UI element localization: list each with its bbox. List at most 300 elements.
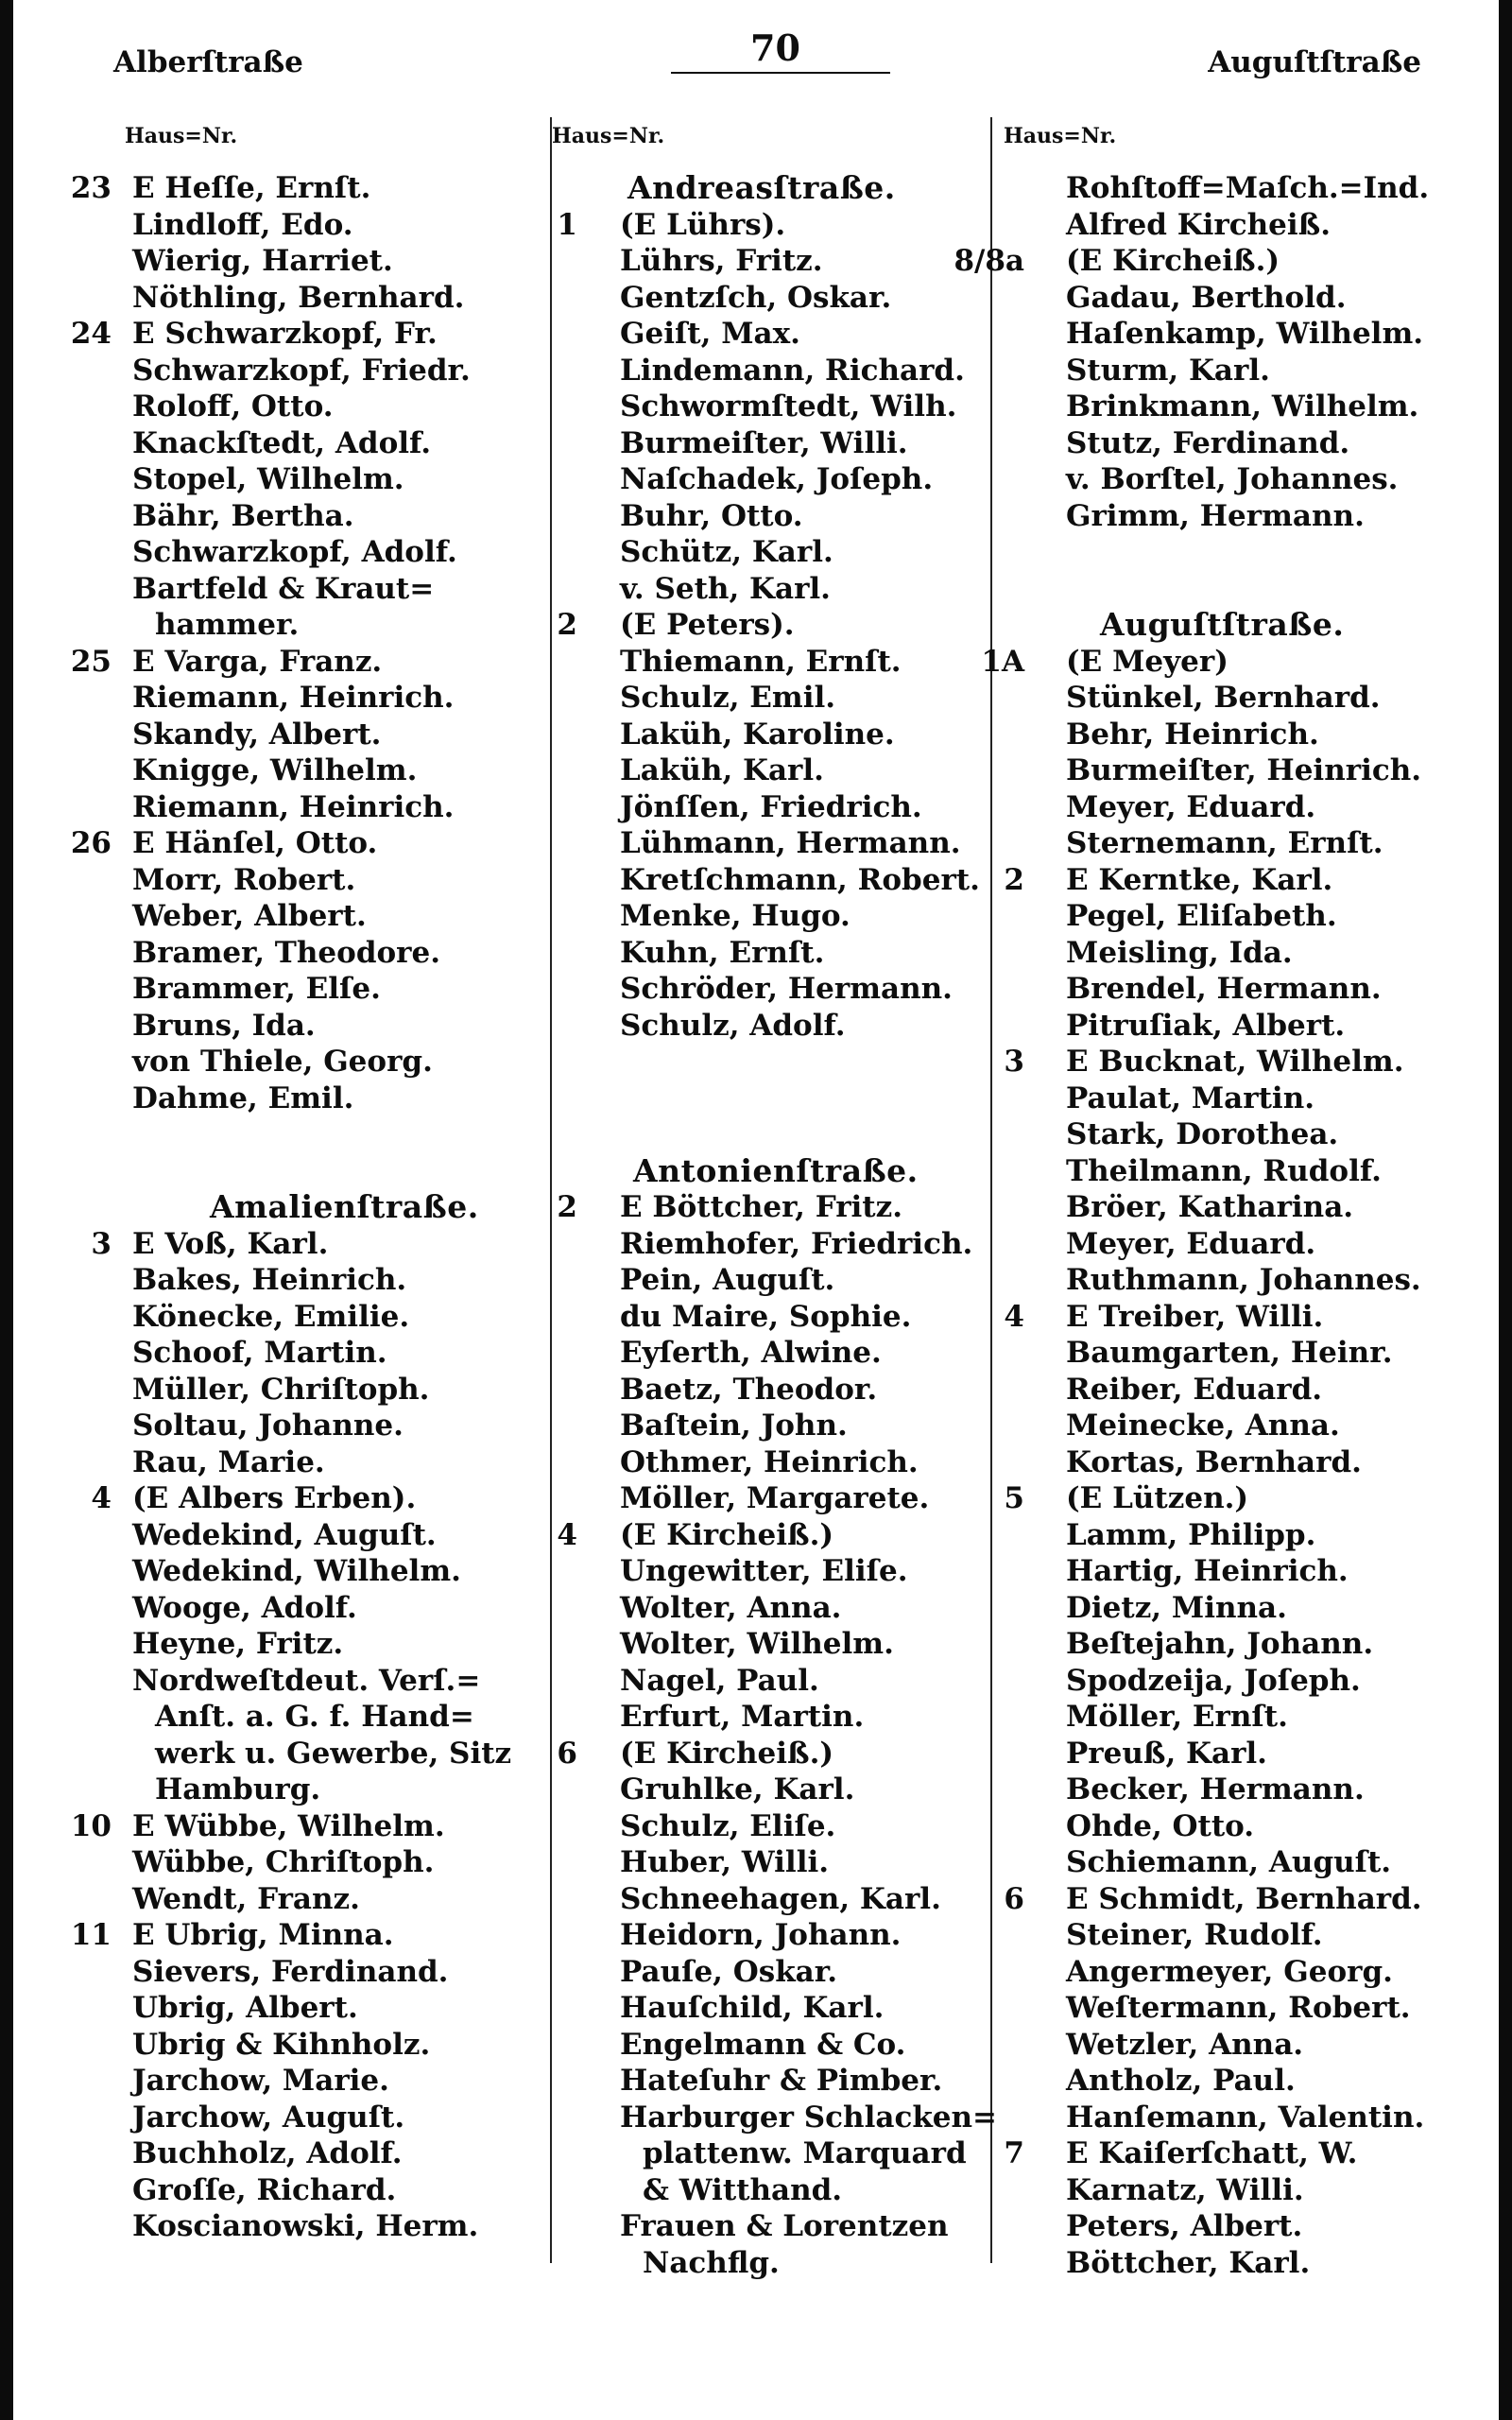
directory-entry	[930, 2172, 1478, 2209]
directory-entry	[34, 1480, 544, 1517]
resident-name: Steiner, Rudolf.	[1066, 1918, 1323, 1952]
resident-name: v. Seth, Karl.	[620, 571, 831, 606]
house-number: 8/8a	[954, 244, 1024, 278]
directory-entry	[34, 2135, 544, 2172]
house-number: 4	[91, 1481, 112, 1515]
resident-name: Schoof, Martin.	[132, 1336, 387, 1370]
resident-name: Schwarzkopf, Friedr.	[132, 353, 471, 388]
resident-name: Pein, Auguſt.	[620, 1263, 835, 1297]
resident-name: Schulz, Eliſe.	[620, 1808, 836, 1843]
directory-entry	[34, 1808, 544, 1845]
resident-name: Baumgarten, Heinr.	[1066, 1336, 1393, 1370]
resident-name: Skandy, Albert.	[132, 717, 382, 752]
directory-entry	[34, 425, 544, 462]
directory-entry	[488, 971, 988, 1008]
resident-name: Ungewitter, Eliſe.	[620, 1554, 908, 1588]
resident-name: E Böttcher, Fritz.	[620, 1190, 903, 1224]
directory-entry	[488, 1954, 988, 1991]
directory-entry	[930, 2063, 1478, 2100]
directory-entry	[34, 1881, 544, 1918]
resident-name: Morr, Robert.	[132, 862, 356, 897]
resident-name: Pegel, Eliſabeth.	[1066, 899, 1337, 933]
blank-line	[930, 534, 1478, 571]
resident-name: Meyer, Eduard.	[1066, 1226, 1316, 1261]
directory-entry	[930, 1262, 1478, 1299]
resident-name: Wierig, Harriet.	[132, 244, 393, 278]
resident-name: Schulz, Adolf.	[620, 1008, 846, 1043]
resident-name: Naſchadek, Joſeph.	[620, 462, 934, 496]
resident-name: Karnatz, Willi.	[1066, 2172, 1304, 2207]
column-3	[930, 117, 1478, 2280]
resident-name: Wedekind, Auguſt.	[132, 1517, 437, 1552]
directory-entry	[34, 680, 544, 717]
resident-name: E Kaiſerſchatt, W.	[1066, 2136, 1358, 2170]
directory-entry	[488, 280, 988, 317]
directory-entry	[930, 1480, 1478, 1517]
directory-entry	[930, 2100, 1478, 2136]
resident-name: E Kerntke, Karl.	[1066, 862, 1333, 897]
directory-entry	[488, 461, 988, 498]
directory-entry	[488, 862, 988, 899]
house-number: 7	[1004, 2136, 1024, 2170]
directory-entry	[488, 1590, 988, 1627]
directory-entry	[34, 789, 544, 826]
directory-entry	[488, 717, 988, 753]
resident-name: Hanſemann, Valentin.	[1066, 2100, 1425, 2135]
resident-name: Lindloff, Edo.	[132, 207, 353, 242]
directory-entry	[488, 1626, 988, 1663]
directory-entry	[34, 2172, 544, 2209]
directory-entry	[488, 1808, 988, 1845]
resident-name: Heidorn, Johann.	[620, 1918, 902, 1952]
resident-name: E Treiber, Willi.	[1066, 1299, 1324, 1334]
resident-name: Schwormſtedt, Wilh.	[620, 389, 957, 424]
page-number: 70	[750, 26, 800, 69]
resident-name: Peters, Albert.	[1066, 2209, 1303, 2243]
directory-entry	[488, 1699, 988, 1736]
directory-entry	[34, 1408, 544, 1444]
resident-name: Meyer, Eduard.	[1066, 789, 1316, 824]
directory-entry	[930, 1408, 1478, 1444]
directory-entry	[488, 1480, 988, 1517]
directory-entry	[930, 2245, 1478, 2282]
resident-name: Heyne, Fritz.	[132, 1627, 344, 1661]
directory-entry	[930, 1226, 1478, 1263]
directory-entry	[930, 280, 1478, 317]
directory-entry	[34, 207, 544, 244]
directory-entry	[34, 644, 544, 681]
directory-entry	[34, 1444, 544, 1481]
resident-name: du Maire, Sophie.	[620, 1299, 912, 1334]
resident-name: Stopel, Wilhelm.	[132, 462, 404, 496]
directory-entry	[34, 1044, 544, 1080]
resident-name: Brammer, Elſe.	[132, 972, 381, 1006]
resident-name: Gentzſch, Oskar.	[620, 280, 892, 315]
resident-name: Sturm, Karl.	[1066, 353, 1270, 388]
directory-entry	[488, 1262, 988, 1299]
resident-name: E Schwarzkopf, Fr.	[132, 317, 438, 351]
resident-name: (E Kircheiß.)	[620, 1517, 834, 1552]
resident-name: Reiber, Eduard.	[1066, 1372, 1323, 1407]
directory-entry	[930, 2027, 1478, 2064]
directory-entry	[930, 1553, 1478, 1590]
directory-entry	[930, 789, 1478, 826]
resident-name: Huber, Willi.	[620, 1845, 830, 1879]
directory-entry	[488, 1408, 988, 1444]
house-number: 6	[1004, 1881, 1024, 1916]
directory-entry	[488, 1663, 988, 1700]
directory-entry	[488, 2245, 988, 2282]
resident-name: Meinecke, Anna.	[1066, 1409, 1340, 1443]
resident-name: (E Meyer)	[1066, 644, 1228, 679]
resident-name: Jarchow, Auguſt.	[132, 2100, 405, 2135]
directory-entry	[488, 534, 988, 571]
directory-entry	[488, 1517, 988, 1554]
directory-page	[13, 0, 1499, 2420]
house-number: 4	[557, 1517, 577, 1552]
resident-name: Weſtermann, Robert.	[1066, 1991, 1411, 2025]
resident-name: Laküh, Karl.	[620, 753, 824, 787]
directory-entry	[34, 280, 544, 317]
resident-name: Roloff, Otto.	[132, 389, 334, 424]
directory-entry	[34, 1736, 544, 1772]
resident-name: Riemhofer, Friedrich.	[620, 1226, 973, 1261]
resident-name: Knigge, Wilhelm.	[132, 753, 418, 787]
resident-name: Nöthling, Bernhard.	[132, 280, 465, 315]
house-number: 4	[1004, 1299, 1024, 1334]
resident-name: Hamburg.	[155, 1772, 321, 1806]
directory-entry	[488, 607, 988, 644]
column-label-haus-nr: Haus=Nr.	[552, 124, 665, 148]
resident-name: Brinkmann, Wilhelm.	[1066, 389, 1419, 424]
resident-name: Angermeyer, Georg.	[1066, 1954, 1393, 1989]
resident-name: (E Lührs).	[620, 207, 786, 242]
column-1	[34, 117, 544, 2273]
directory-entry	[488, 1772, 988, 1808]
resident-name: Lindemann, Richard.	[620, 353, 965, 388]
directory-entry	[930, 1917, 1478, 1954]
resident-name: Engelmann & Co.	[620, 2027, 906, 2062]
directory-entry	[488, 1736, 988, 1772]
directory-entry	[930, 2135, 1478, 2172]
directory-entry	[930, 1663, 1478, 1700]
directory-entry	[488, 389, 988, 425]
directory-entry	[488, 243, 988, 280]
resident-name: E Schmidt, Bernhard.	[1066, 1881, 1422, 1916]
resident-name: Pauſe, Oskar.	[620, 1954, 838, 1989]
directory-entry	[930, 170, 1478, 207]
directory-entry	[930, 1736, 1478, 1772]
resident-name: Lührs, Fritz.	[620, 244, 823, 278]
blank-line	[930, 571, 1478, 608]
resident-name: Kuhn, Ernſt.	[620, 935, 825, 970]
resident-name: Wedekind, Wilhelm.	[132, 1554, 461, 1588]
house-number: 6	[557, 1736, 577, 1771]
directory-entry	[488, 1881, 988, 1918]
directory-entry	[930, 680, 1478, 717]
resident-name: (E Kircheiß.)	[1066, 244, 1280, 278]
directory-entry	[34, 1553, 544, 1590]
house-number: 25	[70, 644, 112, 679]
directory-entry	[34, 717, 544, 753]
house-number: 2	[1004, 862, 1024, 897]
resident-name: Meisling, Ida.	[1066, 935, 1293, 970]
resident-name: Schütz, Karl.	[620, 535, 833, 569]
resident-name: Hauſchild, Karl.	[620, 1991, 885, 2025]
house-number: 11	[70, 1918, 112, 1952]
directory-entry	[930, 752, 1478, 789]
directory-entry	[930, 2208, 1478, 2245]
directory-entry	[34, 1226, 544, 1263]
resident-name: Dahme, Emil.	[132, 1080, 354, 1115]
column-label-haus-nr: Haus=Nr.	[125, 124, 238, 148]
resident-name: Brendel, Hermann.	[1066, 972, 1382, 1006]
running-header-right: Auguſtſtraße	[1208, 45, 1421, 79]
resident-name: E Bucknat, Wilhelm.	[1066, 1045, 1404, 1079]
resident-name: Burmeiſter, Heinrich.	[1066, 753, 1422, 787]
resident-name: E Hänſel, Otto.	[132, 826, 378, 860]
directory-entry	[930, 389, 1478, 425]
running-header-left: Alberſtraße	[113, 45, 303, 79]
resident-name: Geiſt, Max.	[620, 317, 800, 351]
directory-entry	[488, 935, 988, 972]
directory-entry	[34, 607, 544, 644]
directory-entry	[34, 1699, 544, 1736]
directory-entry	[930, 1444, 1478, 1481]
directory-entry	[34, 461, 544, 498]
resident-name: Nordweſtdeut. Verſ.=	[132, 1663, 481, 1698]
directory-entry	[930, 425, 1478, 462]
directory-entry	[488, 2027, 988, 2064]
directory-entry	[930, 1844, 1478, 1881]
resident-name: Groſſe, Richard.	[132, 2172, 397, 2207]
directory-entry	[930, 1372, 1478, 1409]
directory-entry	[930, 1590, 1478, 1627]
resident-name: Thiemann, Ernſt.	[620, 644, 902, 679]
resident-name: Erfurt, Martin.	[620, 1700, 865, 1734]
directory-entry	[488, 1553, 988, 1590]
directory-entry	[930, 207, 1478, 244]
directory-entry	[488, 2208, 988, 2245]
resident-name: Wolter, Anna.	[620, 1590, 842, 1625]
directory-entry	[488, 2135, 988, 2172]
directory-entry	[488, 1335, 988, 1372]
resident-name: (E Kircheiß.)	[620, 1736, 834, 1771]
resident-name: plattenw. Marquard	[643, 2136, 967, 2170]
directory-entry	[34, 825, 544, 862]
resident-name: Alfred Kircheiß.	[1066, 207, 1331, 242]
resident-name: Bartfeld & Kraut=	[132, 571, 435, 606]
resident-name: Antholz, Paul.	[1066, 2064, 1296, 2098]
blank-line	[34, 1116, 544, 1153]
directory-entry	[930, 717, 1478, 753]
resident-name: Eyſerth, Alwine.	[620, 1336, 882, 1370]
directory-entry	[34, 1372, 544, 1409]
resident-name: Spodzeija, Joſeph.	[1066, 1663, 1361, 1698]
directory-entry	[488, 353, 988, 389]
house-number: 3	[91, 1226, 112, 1261]
directory-entry	[34, 862, 544, 899]
directory-entry	[930, 1517, 1478, 1554]
column-label-haus-nr: Haus=Nr.	[1004, 124, 1117, 148]
directory-entry	[488, 1844, 988, 1881]
resident-name: (E Peters).	[620, 608, 795, 642]
directory-entry	[930, 1080, 1478, 1117]
directory-entry	[488, 1444, 988, 1481]
resident-name: Jönſſen, Friedrich.	[620, 789, 922, 824]
resident-name: Riemann, Heinrich.	[132, 681, 455, 715]
resident-name: E Heſſe, Ernſt.	[132, 171, 371, 205]
house-number: 2	[557, 608, 577, 642]
blank-line	[488, 1044, 988, 1080]
directory-entry	[34, 1954, 544, 1991]
directory-entry	[930, 353, 1478, 389]
resident-name: Wendt, Franz.	[132, 1881, 360, 1916]
directory-entry	[34, 2100, 544, 2136]
resident-name: E Voß, Karl.	[132, 1226, 329, 1261]
directory-entry	[488, 1226, 988, 1263]
resident-name: Jarchow, Marie.	[132, 2064, 389, 2098]
directory-entry	[488, 825, 988, 862]
resident-name: Kretſchmann, Robert.	[620, 862, 980, 897]
directory-entry	[34, 898, 544, 935]
directory-entry	[488, 571, 988, 608]
resident-name: Pitruſiak, Albert.	[1066, 1008, 1346, 1043]
directory-entry	[34, 243, 544, 280]
resident-name: Bakes, Heinrich.	[132, 1263, 407, 1297]
house-number: 24	[70, 317, 112, 351]
directory-entry	[930, 1189, 1478, 1226]
resident-name: Harburger Schlacken=	[620, 2100, 998, 2135]
directory-entry	[930, 243, 1478, 280]
directory-entry	[488, 1917, 988, 1954]
directory-entry	[930, 1954, 1478, 1991]
directory-entry	[34, 752, 544, 789]
resident-name: Bruns, Ida.	[132, 1008, 316, 1043]
directory-entry	[488, 680, 988, 717]
directory-entry	[34, 1299, 544, 1336]
directory-entry	[930, 1116, 1478, 1153]
resident-name: Schulz, Emil.	[620, 681, 836, 715]
directory-entry	[34, 1917, 544, 1954]
directory-entry	[930, 644, 1478, 681]
resident-name: Laküh, Karoline.	[620, 717, 895, 752]
resident-name: Menke, Hugo.	[620, 899, 850, 933]
resident-name: Schneehagen, Karl.	[620, 1881, 941, 1916]
directory-entry	[488, 498, 988, 535]
resident-name: & Witthand.	[643, 2172, 843, 2207]
resident-name: Ubrig, Albert.	[132, 1991, 358, 2025]
directory-entry	[488, 2063, 988, 2100]
directory-entry	[930, 1044, 1478, 1080]
directory-entry	[488, 1189, 988, 1226]
directory-entry	[930, 1808, 1478, 1845]
resident-name: Schröder, Hermann.	[620, 972, 953, 1006]
resident-name: Sievers, Ferdinand.	[132, 1954, 449, 1989]
resident-name: Behr, Heinrich.	[1066, 717, 1319, 752]
resident-name: Theilmann, Rudolf.	[1066, 1153, 1382, 1188]
directory-entry	[930, 971, 1478, 1008]
resident-name: Stutz, Ferdinand.	[1066, 425, 1350, 460]
resident-name: Baetz, Theodor.	[620, 1372, 878, 1407]
resident-name: Ruthmann, Johannes.	[1066, 1263, 1421, 1297]
resident-name: Könecke, Emilie.	[132, 1299, 410, 1334]
directory-entry	[488, 207, 988, 244]
resident-name: Rau, Marie.	[132, 1444, 325, 1479]
resident-name: Buchholz, Adolf.	[132, 2136, 403, 2170]
house-number: 23	[70, 171, 112, 205]
directory-entry	[930, 461, 1478, 498]
directory-entry	[34, 2027, 544, 2064]
directory-entry	[34, 2063, 544, 2100]
blank-line	[488, 1116, 988, 1153]
house-number: 26	[70, 826, 112, 860]
resident-name: Stark, Dorothea.	[1066, 1117, 1339, 1151]
resident-name: (E Albers Erben).	[132, 1481, 417, 1515]
resident-name: Gruhlke, Karl.	[620, 1772, 855, 1806]
resident-name: Müller, Chriſtoph.	[132, 1372, 430, 1407]
directory-entry	[488, 1990, 988, 2027]
resident-name: v. Borſtel, Johannes.	[1066, 462, 1399, 496]
house-number: 5	[1004, 1481, 1024, 1515]
resident-name: E Wübbe, Wilhelm.	[132, 1808, 445, 1843]
directory-entry	[930, 498, 1478, 535]
house-number: 1	[557, 207, 577, 242]
directory-entry	[930, 1699, 1478, 1736]
house-number: 3	[1004, 1045, 1024, 1079]
house-number: 10	[70, 1808, 112, 1843]
resident-name: Burmeiſter, Willi.	[620, 425, 908, 460]
directory-entry	[930, 1626, 1478, 1663]
resident-name: E Ubrig, Minna.	[132, 1918, 394, 1952]
directory-entry	[488, 752, 988, 789]
resident-name: Soltau, Johanne.	[132, 1409, 404, 1443]
resident-name: hammer.	[155, 608, 300, 642]
house-number: 1A	[981, 644, 1024, 679]
directory-entry	[34, 1590, 544, 1627]
page-number-rule	[671, 72, 890, 74]
street-heading: Andreasſtraße.	[627, 169, 896, 206]
resident-name: Lühmann, Hermann.	[620, 826, 961, 860]
resident-name: Beſtejahn, Johann.	[1066, 1627, 1374, 1661]
resident-name: Baſtein, John.	[620, 1409, 848, 1443]
directory-entry	[488, 789, 988, 826]
directory-entry	[930, 316, 1478, 353]
resident-name: Buhr, Otto.	[620, 498, 803, 533]
resident-name: Nagel, Paul.	[620, 1663, 819, 1698]
directory-entry	[488, 316, 988, 353]
resident-name: Dietz, Minna.	[1066, 1590, 1287, 1625]
resident-name: (E Lützen.)	[1066, 1481, 1249, 1515]
directory-entry	[930, 825, 1478, 862]
directory-entry	[34, 498, 544, 535]
resident-name: Othmer, Heinrich.	[620, 1444, 919, 1479]
resident-name: Bröer, Katharina.	[1066, 1190, 1354, 1224]
directory-entry	[34, 971, 544, 1008]
directory-entry	[488, 1299, 988, 1336]
directory-entry	[930, 1299, 1478, 1336]
directory-entry	[34, 1008, 544, 1045]
resident-name: Riemann, Heinrich.	[132, 789, 455, 824]
resident-name: Wetzler, Anna.	[1066, 2027, 1304, 2062]
house-number: 2	[557, 1190, 577, 1224]
resident-name: Bramer, Theodore.	[132, 935, 441, 970]
resident-name: Schwarzkopf, Adolf.	[132, 535, 457, 569]
resident-name: von Thiele, Georg.	[132, 1045, 433, 1079]
directory-entry	[34, 389, 544, 425]
directory-entry	[34, 1772, 544, 1808]
resident-name: Nachflg.	[643, 2245, 780, 2280]
